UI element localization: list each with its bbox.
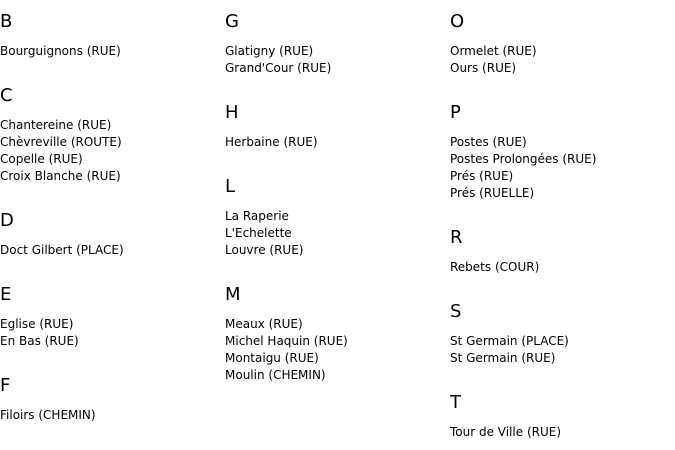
street-item: Ours (RUE) [450,61,517,75]
street-list [225,208,303,259]
street-item: En Bas (RUE) [0,334,79,348]
street-item: Prés (RUELLE) [450,186,535,200]
street-list [0,43,121,60]
section-letter: H [225,102,239,123]
section-letter: T [450,392,461,413]
street-item: Glatigny (RUE) [225,44,314,58]
street-item: St Germain (PLACE) [450,334,569,348]
street-item: Chantereine (RUE) [0,118,112,132]
street-item: Herbaine (RUE) [225,135,318,149]
section-letter: M [225,284,241,305]
street-list [0,117,122,185]
section-letter: G [225,11,239,32]
street-list [450,134,596,202]
street-item: Croix Blanche (RUE) [0,169,121,183]
section-letter: B [0,11,13,32]
street-item: Montaigu (RUE) [225,351,319,365]
street-item: Moulin (CHEMIN) [225,368,326,382]
street-item: Rebets (COUR) [450,260,540,274]
street-item: La Raperie [225,209,289,223]
street-item: Chèvreville (ROUTE) [0,135,122,149]
street-list [450,333,569,367]
street-item: Postes (RUE) [450,135,527,149]
street-list [450,424,561,441]
section-letter: R [450,227,463,248]
section-letter: D [0,210,14,231]
street-item: Tour de Ville (RUE) [450,425,562,439]
section-letter: F [0,375,11,396]
street-list [225,43,331,77]
street-item: Eglise (RUE) [0,317,74,331]
street-item: Bourguignons (RUE) [0,44,121,58]
street-item: Grand'Cour (RUE) [225,61,332,75]
street-list [225,316,348,384]
street-item: Michel Haquin (RUE) [225,334,348,348]
street-item: Doct Gilbert (PLACE) [0,243,124,257]
street-list [450,259,539,276]
street-item: Postes Prolongées (RUE) [450,152,597,166]
street-list [0,316,79,350]
section-letter: S [450,301,462,322]
street-item: Copelle (RUE) [0,152,83,166]
street-list [0,242,124,259]
street-list [450,43,537,77]
street-item: St Germain (RUE) [450,351,556,365]
street-item: L'Echelette [225,226,292,240]
section-letter: L [225,176,236,197]
street-item: Prés (RUE) [450,169,514,183]
street-item: Filoirs (CHEMIN) [0,408,96,422]
street-list [225,134,318,151]
street-item: Meaux (RUE) [225,317,303,331]
section-letter: C [0,85,13,106]
section-letter: P [450,102,461,123]
street-item: Louvre (RUE) [225,243,304,257]
section-letter: O [450,11,465,32]
section-letter: E [0,284,12,305]
street-item: Ormelet (RUE) [450,44,537,58]
street-list [0,407,96,424]
